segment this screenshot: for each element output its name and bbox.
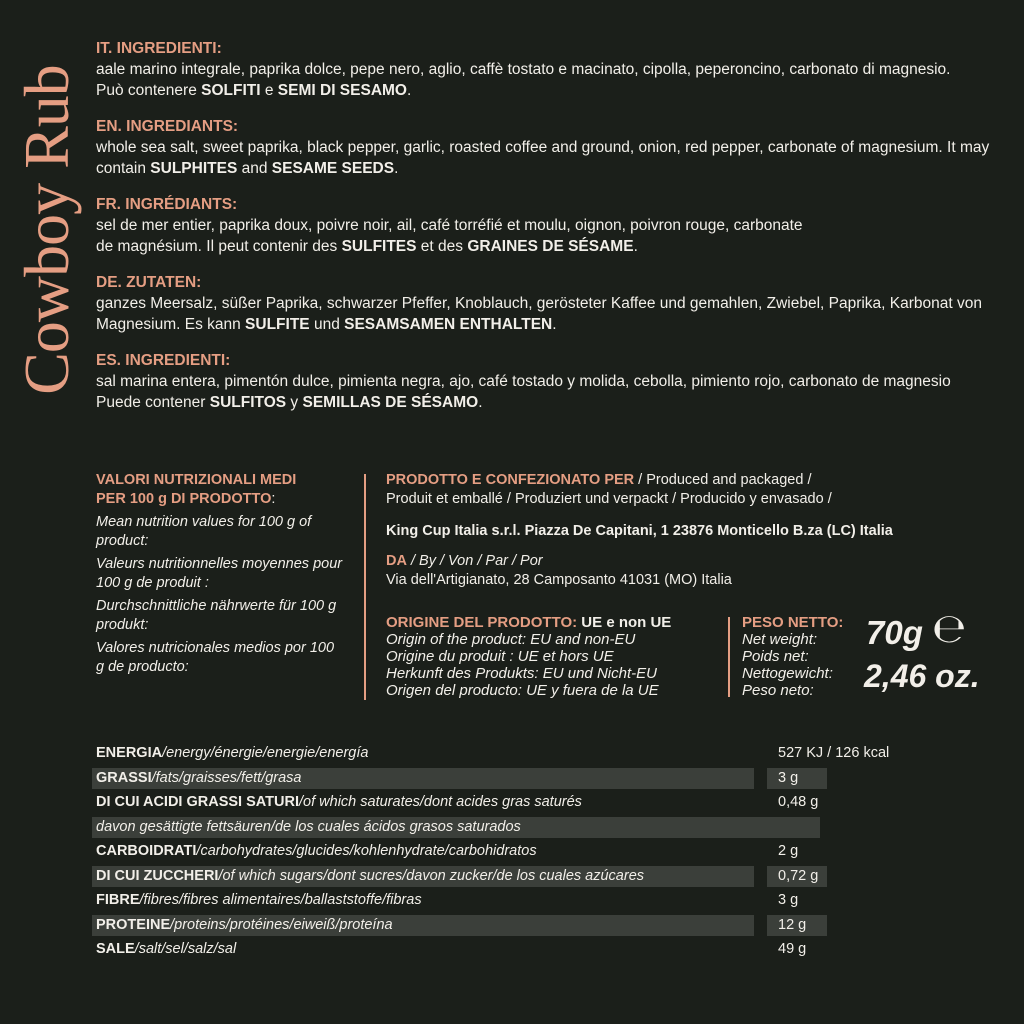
table-row: [92, 888, 912, 913]
ingredients-section: [96, 38, 996, 428]
net-weight-line: Poids net:: [742, 648, 809, 665]
nutrient-label: davon gesättigte fettsäuren/de los cuales ácidos grasos saturados: [96, 818, 521, 835]
ingredients-heading: EN. INGREDIANTS:: [96, 118, 239, 135]
net-weight-line: Net weight:: [742, 631, 818, 648]
nutrition-translation: Mean nutrition values for 100 g of product:: [96, 514, 312, 549]
nutrient-value: 3 g: [778, 892, 799, 908]
net-weight-line: Nettogewicht:: [742, 665, 833, 682]
table-row: [92, 815, 912, 840]
ingredients-heading: FR. INGRÉDIANTS:: [96, 196, 238, 213]
ingredients-es: [96, 350, 996, 413]
nutrient-label: PROTEINE/proteins/protéines/eiweiß/proteína: [96, 916, 393, 933]
ingredients-fr: [96, 194, 996, 257]
column-divider: [728, 617, 730, 697]
nutrient-value: 49 g: [778, 941, 807, 957]
ingredients-en: [96, 116, 996, 179]
nutrient-value: 0,72 g: [778, 867, 819, 884]
ingredients-it: [96, 38, 996, 101]
ingredients-de: [96, 272, 996, 335]
net-weight-heading: PESO NETTO:: [742, 614, 844, 631]
nutrient-value: 527 KJ / 126 kcal: [778, 745, 890, 761]
nutrition-translation: Durchschnittliche nährwerte für 100 g produkt:: [96, 598, 337, 633]
ingredients-text: whole sea salt, sweet paprika, black pepper, garlic, roasted coffee and ground, onion, red pepper, carbonate of magnesium. It may: [96, 139, 990, 156]
net-weight-labels: [742, 614, 843, 699]
brand-name: Cowboy Rub: [11, 65, 82, 395]
net-weight-section: [742, 606, 1012, 704]
nutrient-value: 0,48 g: [778, 794, 819, 810]
nutrient-label: ENERGIA/energy/énergie/energie/energía: [96, 745, 369, 761]
allergen-line: Puede contener SULFITOS y SEMILLAS DE SÉSAMO.: [96, 394, 483, 411]
allergen-line: de magnésium. Il peut contenir des SULFITES et des GRAINES DE SÉSAME.: [96, 238, 638, 255]
net-weight-ounces: 2,46 oz.: [864, 658, 980, 694]
ingredients-heading: IT. INGREDIENTI:: [96, 40, 222, 57]
table-row: [92, 839, 912, 864]
producer-company: King Cup Italia s.r.l. Piazza De Capitani, 1 23876 Monticello B.za (LC) Italia: [386, 523, 893, 539]
origin-line: Herkunft des Produkts: EU und Nicht-EU: [386, 665, 657, 682]
nutrient-label: DI CUI ACIDI GRASSI SATURI/of which saturates/dont acides gras saturés: [96, 794, 582, 810]
nutrition-title: VALORI NUTRIZIONALI MEDI PER 100 g DI PRODOTTO:: [96, 472, 297, 507]
ingredients-text: sal marina entera, pimentón dulce, pimienta negra, ajo, café tostado y molida, cebolla, pimiento rojo, carbonato de magnesio: [96, 373, 951, 390]
origin-line: Origine du produit : UE et hors UE: [386, 648, 614, 665]
origin-section: [386, 614, 716, 699]
nutrient-label: GRASSI/fats/graisses/fett/grasa: [96, 769, 302, 786]
nutrition-translation: Valores nutricionales medios por 100 g de producto:: [96, 640, 335, 675]
nutrition-intro: [96, 471, 346, 677]
origin-line: Origin of the product: EU and non-EU: [386, 631, 636, 648]
packer-address: Via dell'Artigianato, 28 Camposanto 41031 (MO) Italia: [386, 572, 732, 588]
estimated-sign-icon: ℮: [932, 606, 967, 652]
net-weight-line: Peso neto:: [742, 682, 814, 699]
nutrient-value: 2 g: [778, 843, 799, 859]
nutrient-value: 12 g: [778, 916, 807, 933]
ingredients-heading: DE. ZUTATEN:: [96, 274, 202, 291]
table-row: [92, 741, 912, 766]
nutrient-label: FIBRE/fibres/fibres alimentaires/ballaststoffe/fibras: [96, 892, 422, 908]
nutrient-label: CARBOIDRATI/carbohydrates/glucides/kohlenhydrate/carbohidratos: [96, 843, 537, 859]
nutrition-translation: Valeurs nutritionnelles moyennes pour 100 g de produit :: [96, 556, 343, 591]
table-row: [92, 864, 912, 889]
table-row: [92, 937, 912, 962]
producer-heading: PRODOTTO E CONFEZIONATO PER / Produced and packaged /: [386, 472, 812, 488]
table-row: [92, 766, 912, 791]
nutrition-table: [92, 741, 912, 962]
table-row: [92, 913, 912, 938]
net-weight-grams: 70g: [866, 614, 923, 651]
column-divider: [364, 474, 366, 700]
producer-translations: Produit et emballé / Produziert und verpackt / Producido y envasado /: [386, 491, 832, 507]
packer-label: DA / By / Von / Par / Por: [386, 553, 543, 569]
ingredients-heading: ES. INGREDIENTI:: [96, 352, 231, 369]
nutrient-label: SALE/salt/sel/salz/sal: [96, 941, 237, 957]
ingredients-text: ganzes Meersalz, süßer Paprika, schwarzer Pfeffer, Knoblauch, gerösteter Kaffee und gemahlen, Zwiebel, Paprika, Karbonat von: [96, 295, 982, 312]
nutrient-value: 3 g: [778, 769, 799, 786]
origin-line: Origen del producto: UE y fuera de la UE: [386, 682, 659, 699]
allergen-line: Magnesium. Es kann SULFITE und SESAMSAMEN ENTHALTEN.: [96, 316, 557, 333]
table-row: [92, 790, 912, 815]
origin-heading: ORIGINE DEL PRODOTTO: UE e non UE: [386, 614, 672, 631]
ingredients-text: sel de mer entier, paprika doux, poivre noir, ail, café torréfié et moulu, oignon, poivron rouge, carbonate: [96, 217, 803, 234]
producer-section: [386, 471, 1006, 590]
allergen-line: Può contenere SOLFITI e SEMI DI SESAMO.: [96, 82, 412, 99]
allergen-line: contain SULPHITES and SESAME SEEDS.: [96, 160, 399, 177]
ingredients-text: aale marino integrale, paprika dolce, pepe nero, aglio, caffè tostato e macinato, cipolla, peperoncino, carbonato di magnesio.: [96, 61, 951, 78]
nutrient-label: DI CUI ZUCCHERI/of which sugars/dont sucres/davon zucker/de los cuales azúcares: [96, 867, 645, 884]
brand-name-vertical: [12, 40, 82, 420]
